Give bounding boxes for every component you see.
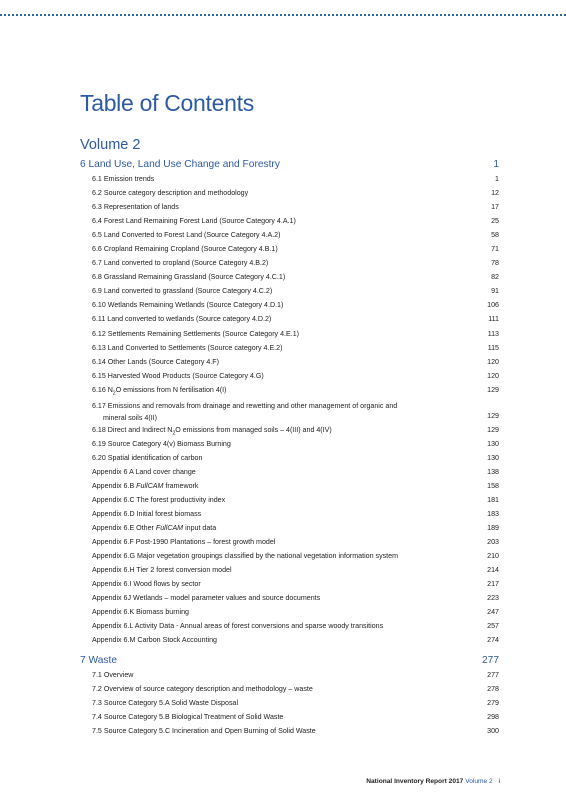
entry-title: Appendix 6.C The forest productivity index: [92, 495, 226, 504]
entry-page: 17: [491, 203, 499, 212]
entry-title: Appendix 6.D Initial forest biomass: [92, 510, 202, 519]
toc-entry-7-3[interactable]: [80, 696, 499, 710]
entry-page: 130: [487, 439, 499, 448]
footer-report-title: National Inventory Report 2017: [366, 778, 464, 785]
entry-title: 6.15 Harvested Wood Products (Source Category 4.G): [92, 371, 264, 380]
entry-page: 279: [487, 698, 499, 707]
entry-title: 6.12 Settlements Remaining Settlements (Source Category 4.E.1): [92, 329, 300, 338]
toc-entry-6-19[interactable]: [80, 437, 499, 451]
entry-title: Appendix 6.K Biomass burning: [92, 608, 190, 617]
entry-title: 6.4 Forest Land Remaining Forest Land (Source Category 4.A.1): [92, 217, 296, 226]
entry-title: Appendix 6.G Major vegetation groupings classified by the national vegetation information system: [92, 552, 398, 561]
entry-title: 6.17 Emissions and removals from drainage and rewetting and other management of organic and mineral soils 4(II): [92, 401, 398, 422]
entry-title: 6.14 Other Lands (Source Category 4.F): [92, 357, 219, 366]
entry-page: 129: [487, 385, 499, 394]
entry-page: 214: [487, 566, 499, 575]
toc-entry-appendix-6e[interactable]: [80, 521, 499, 535]
toc-entry-6-8[interactable]: [80, 270, 499, 284]
entry-title: 6.10 Wetlands Remaining Wetlands (Source Category 4.D.1): [92, 301, 284, 310]
chapter-title: 6 Land Use, Land Use Change and Forestry: [80, 159, 280, 170]
toc-entry-appendix-6a[interactable]: [80, 465, 499, 479]
entry-page: 183: [487, 510, 499, 519]
toc-entry-6-13[interactable]: [80, 341, 499, 355]
chapter-title: 7 Waste: [80, 654, 117, 666]
entry-page: 91: [491, 287, 499, 296]
entry-page: 120: [487, 371, 499, 380]
top-dotted-rule: [0, 14, 566, 16]
entry-page: 189: [487, 524, 499, 533]
toc-entry-6-2[interactable]: [80, 186, 499, 200]
entry-title: Appendix 6.E Other FullCAM input data: [92, 524, 217, 533]
entry-page: 158: [487, 481, 499, 490]
entry-title: Appendix 6.L Activity Data - Annual areas of forest conversions and sparse woody transitions: [92, 622, 384, 631]
entry-page: 277: [487, 670, 499, 679]
toc-entry-7-4[interactable]: [80, 710, 499, 724]
entry-page: 274: [487, 636, 499, 645]
toc-entry-6-14[interactable]: [80, 355, 499, 369]
entry-page: 71: [491, 245, 499, 254]
toc-entry-appendix-6d[interactable]: [80, 507, 499, 521]
toc-entry-6-11[interactable]: [80, 312, 499, 326]
entry-page: 12: [491, 189, 499, 198]
toc-chapter-7[interactable]: [80, 654, 499, 668]
entry-title: 6.7 Land converted to cropland (Source Category 4.B.2): [92, 259, 269, 268]
footer-page-number: i: [498, 778, 500, 785]
entry-title: 6.13 Land Converted to Settlements (Source category 4.E.2): [92, 343, 283, 352]
entry-page: 129: [487, 411, 499, 420]
entry-page: 111: [488, 315, 499, 324]
toc-entry-6-7[interactable]: [80, 256, 499, 270]
page-title: Table of Contents: [80, 90, 254, 116]
entry-page: 82: [491, 273, 499, 282]
entry-title: 6.20 Spatial identification of carbon: [92, 453, 203, 462]
entry-page: 300: [487, 726, 499, 735]
entry-page: 1: [495, 175, 499, 183]
table-of-contents: [80, 158, 499, 738]
entry-page: 106: [487, 301, 499, 310]
toc-entry-7-1[interactable]: [80, 668, 499, 682]
toc-entry-6-18[interactable]: [80, 423, 499, 437]
entry-title: 7.2 Overview of source category description and methodology – waste: [92, 684, 313, 693]
entry-title: 7.3 Source Category 5.A Solid Waste Disposal: [92, 698, 239, 707]
entry-page: 298: [487, 712, 499, 721]
toc-entry-6-5[interactable]: [80, 228, 499, 242]
toc-entry-appendix-6l[interactable]: [80, 619, 499, 633]
entry-title: 7.1 Overview: [92, 670, 134, 679]
entry-page: 247: [487, 608, 499, 617]
toc-entry-6-3[interactable]: [80, 200, 499, 214]
entry-title: 6.3 Representation of lands: [92, 203, 179, 212]
entry-page: 25: [491, 217, 499, 226]
entry-page: 115: [487, 343, 499, 352]
chapter-page: 1: [493, 159, 499, 170]
entry-title: 6.5 Land Converted to Forest Land (Source Category 4.A.2): [92, 231, 281, 240]
entry-page: 217: [487, 580, 499, 589]
entry-title: 7.4 Source Category 5.B Biological Treatment of Solid Waste: [92, 712, 284, 721]
volume-title: Volume 2: [80, 137, 141, 153]
toc-entry-appendix-6h[interactable]: [80, 563, 499, 577]
toc-entry-appendix-6m[interactable]: [80, 633, 499, 647]
entry-title: 6.18 Direct and Indirect $N_2O$ emissions from managed soils – 4(III) and 4(IV): [92, 425, 332, 437]
toc-chapter-6[interactable]: [80, 158, 499, 172]
toc-entry-7-2[interactable]: [80, 682, 499, 696]
entry-page: 257: [487, 622, 499, 631]
toc-entry-7-5[interactable]: [80, 724, 499, 738]
entry-page: 113: [487, 329, 499, 338]
entry-page: 223: [487, 594, 499, 603]
entry-title: Appendix 6.M Carbon Stock Accounting: [92, 636, 218, 645]
toc-entry-6-9[interactable]: [80, 284, 499, 298]
entry-title: 6.1 Emission trends: [92, 175, 155, 183]
entry-page: 130: [487, 453, 499, 462]
toc-entry-6-1[interactable]: [80, 172, 499, 186]
entry-page: 120: [487, 357, 499, 366]
entry-page: 203: [487, 538, 499, 547]
toc-entry-appendix-6c[interactable]: [80, 493, 499, 507]
entry-title: Appendix 6.I Wood flows by sector: [92, 580, 201, 589]
toc-entry-appendix-6i[interactable]: [80, 577, 499, 591]
entry-title: Appendix 6.H Tier 2 forest conversion model: [92, 566, 232, 575]
entry-title: Appendix 6J Wetlands – model parameter values and source documents: [92, 594, 321, 603]
entry-page: 58: [491, 231, 499, 240]
entry-title: 6.11 Land converted to wetlands (Source category 4.D.2): [92, 315, 272, 324]
entry-title: Appendix 6 A Land cover change: [92, 467, 196, 476]
toc-entry-appendix-6j[interactable]: [80, 591, 499, 605]
toc-entry-6-16[interactable]: [80, 383, 499, 397]
toc-entry-6-10[interactable]: [80, 298, 499, 312]
toc-entry-6-20[interactable]: [80, 451, 499, 465]
toc-entry-appendix-6b[interactable]: [80, 479, 499, 493]
entry-page: 138: [487, 467, 499, 476]
entry-page: 129: [487, 425, 499, 434]
entry-title: 7.5 Source Category 5.C Incineration and Open Burning of Solid Waste: [92, 726, 316, 735]
entry-title: 6.9 Land converted to grassland (Source Category 4.C.2): [92, 287, 273, 296]
toc-entry-appendix-6f[interactable]: [80, 535, 499, 549]
entry-page: 210: [487, 552, 499, 561]
entry-title: Appendix 6.F Post-1990 Plantations – forest growth model: [92, 538, 276, 547]
entry-title: 6.2 Source category description and methodology: [92, 189, 249, 198]
page-footer: [366, 778, 500, 785]
toc-entry-6-4[interactable]: [80, 214, 499, 228]
entry-title: 6.19 Source Category 4(v) Biomass Burning: [92, 439, 231, 448]
entry-page: 278: [487, 684, 499, 693]
entry-title: 6.8 Grassland Remaining Grassland (Source Category 4.C.1): [92, 273, 286, 282]
entry-title: 6.16 $N_2O$ emissions from N fertilisation 4(I): [92, 385, 227, 397]
entry-page: 78: [491, 259, 499, 268]
toc-entry-6-17[interactable]: [80, 397, 499, 423]
entry-title: Appendix 6.B FullCAM framework: [92, 481, 199, 490]
toc-entry-appendix-6k[interactable]: [80, 605, 499, 619]
entry-page: 181: [487, 495, 499, 504]
chapter-page: 277: [482, 654, 499, 666]
toc-entry-appendix-6g[interactable]: [80, 549, 499, 563]
toc-entry-6-6[interactable]: [80, 242, 499, 256]
toc-entry-6-15[interactable]: [80, 369, 499, 383]
footer-volume: Volume 2: [465, 778, 493, 785]
entry-title: 6.6 Cropland Remaining Cropland (Source Category 4.B.1): [92, 245, 278, 254]
toc-entry-6-12[interactable]: [80, 327, 499, 341]
